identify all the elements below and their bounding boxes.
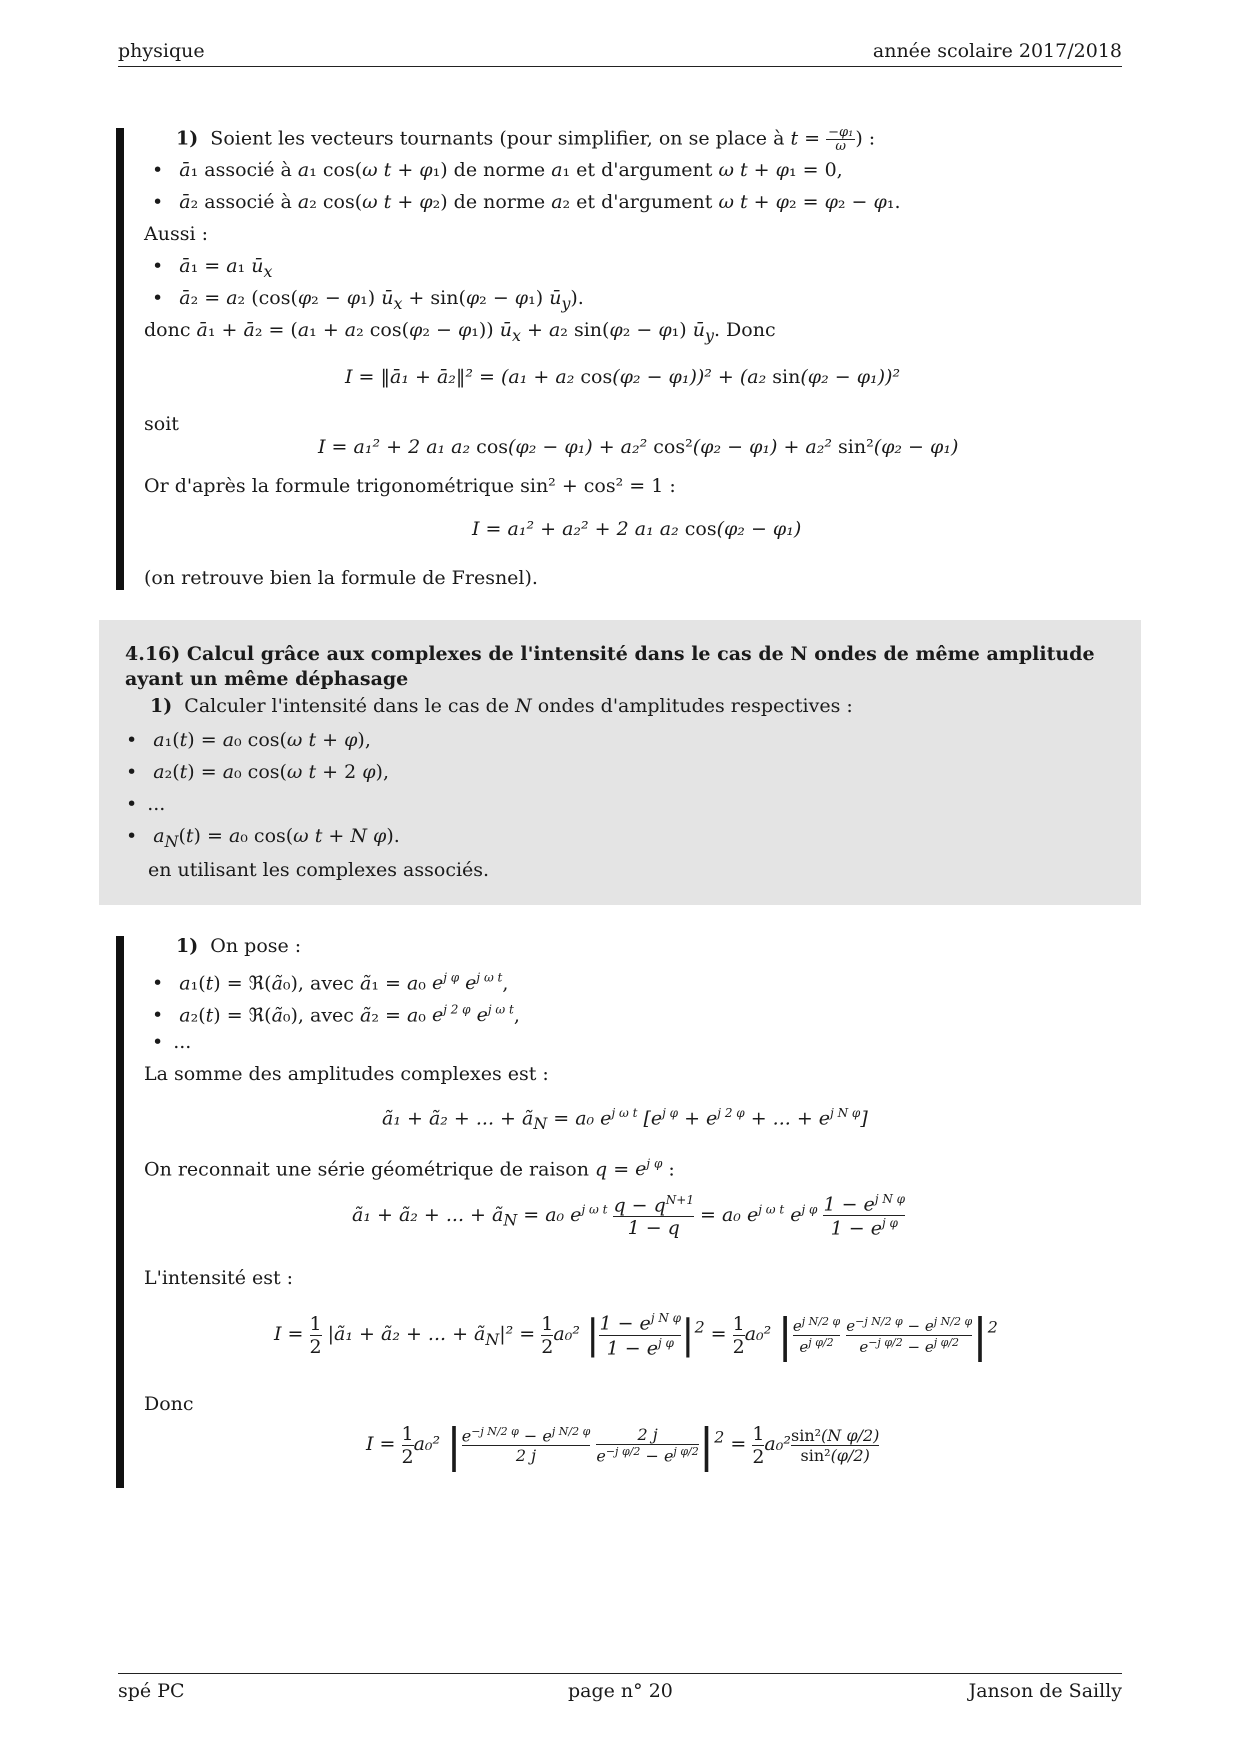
block1-bullet-1: • ā₁ associé à a₁ cos(ω t + φ₁) de norme a₁ et d'argument ω t + φ₁ = 0, [152,158,843,182]
exercise-question: 1) Calculer l'intensité dans le cas de N ondes d'amplitudes respectives : [150,695,853,717]
block1-bullet-4: • ā₂ = a₂ (cos(φ₂ − φ₁) $ū_x + \sin(\varphi_2 - \varphi_1)$ $ū_y$). [152,286,584,316]
exercise-tail: en utilisant les complexes associés. [148,859,490,881]
exercise-item-3: • ... [126,792,165,816]
block1-or: Or d'après la formule trigonométrique sin² + cos² = 1 : [144,475,676,497]
block1-eq1: I = ‖ā₁ + ā₂‖² = (a₁ + a₂ cos(φ₂ − φ₁))² + (a₂ sin(φ₂ − φ₁))² [345,366,901,388]
header-year: année scolaire 2017/2018 [872,40,1122,62]
block1-bullet-3: • ā₁ = a₁ $ū_x$ [152,254,272,284]
block2-somme: La somme des amplitudes complexes est : [144,1063,549,1085]
exercise-item-2: • a₂(t) = a₀ cos(ω t + 2 φ), [126,760,389,784]
solution-bar-1 [116,128,124,590]
exercise-title: 4.16) Calcul grâce aux complexes de l'intensité dans le cas de N ondes de même amplitude ayant un même déphasage [125,643,1095,690]
block2-intensite: L'intensité est : [144,1267,294,1289]
header-subject: physique [118,40,205,62]
block2-bullet-1: • a₁(t) = ℜ(ã₀), avec ã₁ = a₀ $e^{j \varphi}$ $e^{j \omega t}$, [152,966,508,995]
block2-eq4: I = $\frac{1}{2}$ a₀² | $\frac{e^{-j N/2 \varphi} - e^{j N/2 \varphi}}{2 j}$ $\frac{2 j}{e^{-j \varphi/2} - e^{j \varphi/2}}$ $|^2$ = $\frac{1}{2}$ a₀² $\frac{\text{sin²(N φ/2)}}{\text{sin²(φ/2)}}$ [366,1418,880,1472]
block2-intro: 1) On pose : [176,935,302,957]
footer-school: Janson de Sailly [968,1680,1122,1702]
block1-donc: donc ā₁ + ā₂ = (a₁ + a₂ cos(φ₂ − φ₁)) $ū_x + a_2$ sin(φ₂ − φ₁) $ū_y$. Donc [144,319,776,345]
exercise-item-1: • a₁(t) = a₀ cos(ω t + φ), [126,728,371,752]
page-header [118,40,1122,67]
block1-bullet-2: • ā₂ associé à a₂ cos(ω t + φ₂) de norme a₂ et d'argument ω t + φ₂ = φ₂ − φ₁. [152,190,900,214]
block2-eq2: ã₁ + ã₂ + ... + $ã_N = a_0$ $e^{j \omega t}$ $\frac{q - q^{N+1}}{1 - q}$ = a₀ $e^{j \omega t}$ $e^{j \varphi}$ $\frac{1 - e^{j N \varphi}}{1 - e^{j \varphi}}$ [352,1192,906,1240]
solution-bar-2 [116,936,124,1488]
page-footer [118,1673,1122,1704]
exercise-item-4: • $a_N(t) = a_0$ cos(ω t + N φ). [126,824,400,854]
block1-conclusion: (on retrouve bien la formule de Fresnel). [144,567,538,589]
block2-serie: On reconnait une série géométrique de raison $q = e^{j \varphi}$ : [144,1157,675,1181]
block2-bullet-3: • ... [152,1030,191,1054]
footer-class: spé PC [118,1680,185,1702]
block2-eq3: I = $\frac{1}{2}$ |ã₁ + ã₂ + ... + $ã_N|^2$ = $\frac{1}{2}$ a₀² | $\frac{1 - e^{j N \varphi}}{1 - e^{j \varphi}}$ $|^2$ = $\frac{1}{2}$ a₀² | $\frac{e^{j N/2 \varphi}}{e^{j \varphi/2}}$ $\frac{e^{-j N/2 \varphi} - e^{j N/2 \varphi}}{e^{-j \varphi/2} - e^{j \varphi/2}}$ $|^2$ [274,1308,998,1362]
block2-eq1: ã₁ + ã₂ + ... + $ã_N = a_0$ $e^{j \omega t}$ [$e^{j \varphi} + e^{j 2 \varphi}$ + ... + $e^{j N \varphi}$] [382,1106,868,1134]
block1-soit: soit [144,413,179,435]
block1-intro: 1) Soient les vecteurs tournants (pour simplifier, on se place à t = $\frac{\text{−φ₁}}{\omega}$) : [176,125,876,154]
block2-donc: Donc [144,1393,194,1415]
block1-eq3: I = a₁² + a₂² + 2 a₁ a₂ cos(φ₂ − φ₁) [472,518,802,540]
footer-page-number: page n° 20 [568,1680,673,1702]
block1-eq2: I = a₁² + 2 a₁ a₂ cos(φ₂ − φ₁) + a₂² cos²(φ₂ − φ₁) + a₂² sin²(φ₂ − φ₁) [318,436,959,458]
block2-bullet-2: • a₂(t) = ℜ(ã₀), avec ã₂ = a₀ $e^{j 2 \varphi}$ $e^{j \omega t}$, [152,998,520,1027]
block1-aussi: Aussi : [144,223,208,245]
